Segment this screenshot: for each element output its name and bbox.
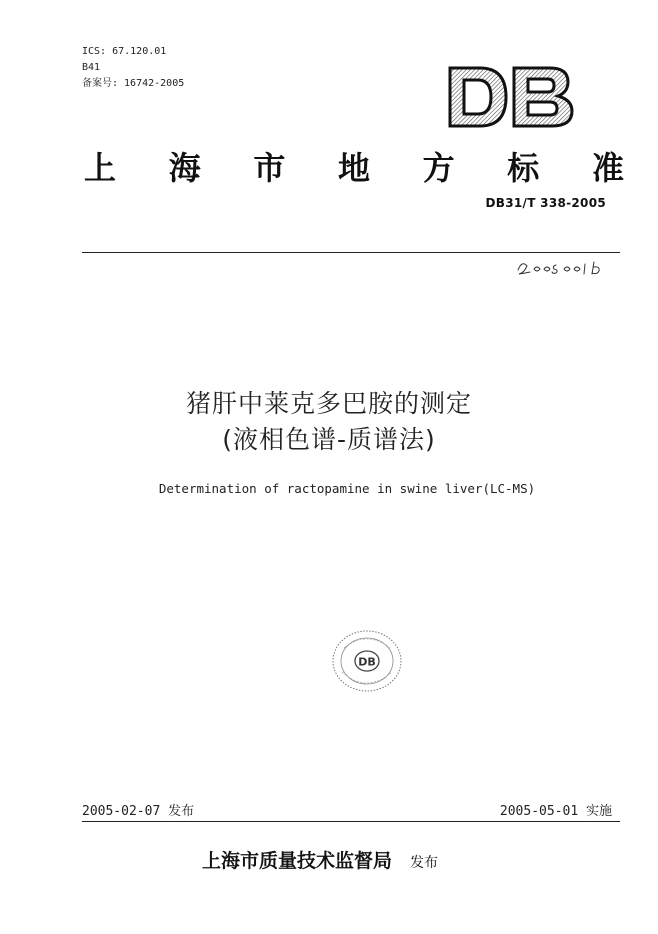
issuer-action: 发布 — [410, 855, 439, 871]
title-char: 方 — [422, 149, 455, 187]
metadata-block — [82, 44, 184, 92]
title-char: 上 — [84, 149, 117, 187]
document-title-en: Determination of ractopamine in swine liver(LC-MS) — [158, 481, 536, 496]
standard-documents-stamp-icon — [330, 628, 404, 694]
divider-bottom — [82, 821, 620, 822]
issuer-name: 上海市质量技术监督局 — [202, 850, 393, 872]
document-subtitle-cn: (液相色谱-质谱法) — [222, 425, 436, 454]
document-title-cn: 猪肝中莱克多巴胺的测定 — [185, 389, 472, 418]
standard-code: DB31/T 338-2005 — [485, 196, 606, 210]
divider-top — [82, 252, 620, 253]
title-char: 海 — [168, 149, 201, 187]
title-char: 地 — [337, 149, 370, 187]
effective-date: 2005-05-01 实施 — [499, 804, 612, 819]
record-number: 备案号: 16742-2005 — [82, 78, 185, 89]
svg-text:DB: DB — [358, 655, 376, 669]
publish-date: 2005-02-07 发布 — [82, 804, 195, 819]
handwritten-note — [514, 256, 614, 278]
date-row — [82, 800, 612, 820]
classification-code: B41 — [82, 62, 101, 73]
issuer-line — [202, 846, 438, 873]
ics-code: ICS: 67.120.01 — [82, 46, 167, 57]
db-logo-icon — [446, 64, 576, 130]
title-char: 标 — [507, 149, 540, 187]
title-char: 市 — [253, 149, 286, 187]
standard-type-title — [84, 146, 624, 190]
title-char: 准 — [591, 149, 624, 187]
